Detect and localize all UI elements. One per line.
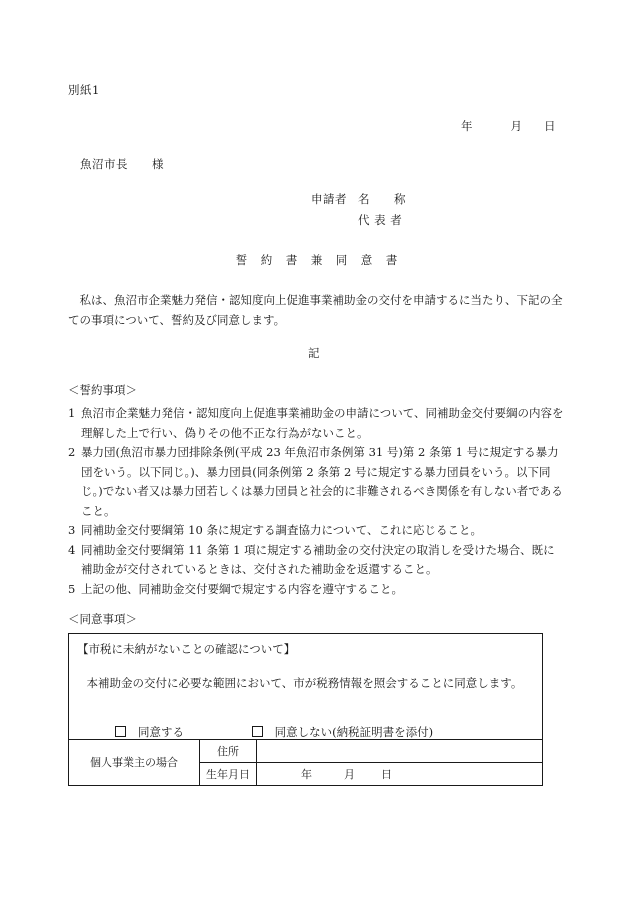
- item-number: 4: [68, 542, 76, 557]
- pledge-heading: ＜誓約事項＞: [68, 383, 137, 397]
- list-item: [68, 541, 564, 580]
- agree-option[interactable]: [115, 726, 184, 739]
- disagree-label: 同意しない(納税証明書を添付): [274, 725, 434, 739]
- sole-proprietor-label: 個人事業主の場合: [69, 740, 200, 786]
- list-item: [68, 404, 564, 443]
- date-day: 日: [544, 119, 556, 133]
- title-char: 書: [285, 253, 298, 267]
- attachment-label: 別紙1: [68, 83, 100, 97]
- disagree-checkbox[interactable]: [252, 726, 263, 737]
- ki-heading: 記: [308, 346, 320, 360]
- dob-month: 月: [344, 767, 355, 781]
- item-number: 3: [68, 523, 76, 537]
- title-char: 兼: [310, 253, 323, 267]
- address-label: 住所: [200, 740, 257, 763]
- agree-checkbox[interactable]: [115, 726, 126, 737]
- item-text: 同補助金交付要綱第 11 条第 1 項に規定する補助金の交付決定の取消しを受けた場合、既に補助金が交付されているときは、交付された補助金を返還すること。: [81, 542, 555, 576]
- intro-paragraph: 私は、魚沼市企業魅力発信・認知度向上促進事業補助金の交付を申請するに当たり、下記の全ての事項について、誓約及び同意します。: [68, 293, 563, 327]
- addressee: 魚沼市長 様: [80, 157, 164, 171]
- address-field[interactable]: [257, 740, 543, 763]
- item-number: 2: [68, 445, 76, 459]
- item-number: 5: [68, 581, 76, 596]
- item-text: 暴力団(魚沼市暴力団排除条例(平成 23 年魚沼市条例第 31 号)第 2 条第 1 号に規定する暴力団をいう。以下同じ。)、暴力団員(同条例第 2 条第 2 号に規定する暴力団員をいう。以下同じ。)でない者又は暴力団若しくは暴力団員と社会的に非難されるべき関係を有しない者であること。: [81, 445, 563, 518]
- dob-field[interactable]: [257, 763, 543, 786]
- agree-label: 同意する: [138, 725, 184, 739]
- dob-label: 生年月日: [200, 763, 257, 786]
- disagree-option[interactable]: [252, 726, 433, 739]
- date-line: [461, 121, 556, 133]
- applicant-rep-label: 代 表 者: [358, 213, 403, 227]
- list-item: [68, 443, 564, 521]
- consent-box-text: 本補助金の交付に必要な範囲において、市が税務情報を照会することに同意します。: [75, 676, 523, 690]
- consent-box: [68, 633, 543, 786]
- item-text: 魚沼市企業魅力発信・認知度向上促進事業補助金の申請について、同補助金交付要綱の内容を理解した上で行い、偽りその他不正な行為がないこと。: [81, 406, 564, 440]
- title-char: 誓: [235, 253, 248, 267]
- consent-box-heading: 【市税に未納がないことの確認について】: [77, 642, 296, 656]
- title-char: 意: [360, 253, 373, 267]
- dob-year: 年: [301, 767, 312, 781]
- item-text: 同補助金交付要綱第 10 条に規定する調査協力について、これに応じること。: [81, 523, 482, 537]
- pledge-list: [68, 404, 564, 599]
- title-char: 書: [385, 253, 398, 267]
- consent-heading: ＜同意事項＞: [68, 612, 137, 626]
- item-number: 1: [68, 406, 76, 420]
- dob-day: 日: [381, 767, 392, 781]
- date-year: 年: [461, 119, 473, 133]
- document-title: [229, 255, 404, 267]
- title-char: 約: [260, 253, 273, 267]
- applicant-name-label: 名 称: [358, 192, 406, 206]
- list-item: [68, 521, 564, 541]
- consent-choices: [115, 726, 497, 739]
- item-text: 上記の他、同補助金交付要綱で規定する内容を遵守すること。: [81, 581, 403, 596]
- date-month: 月: [510, 119, 522, 133]
- applicant-label: 申請者: [311, 192, 347, 206]
- sole-proprietor-table: [68, 739, 543, 786]
- list-item: [68, 580, 564, 600]
- title-char: 同: [335, 253, 348, 267]
